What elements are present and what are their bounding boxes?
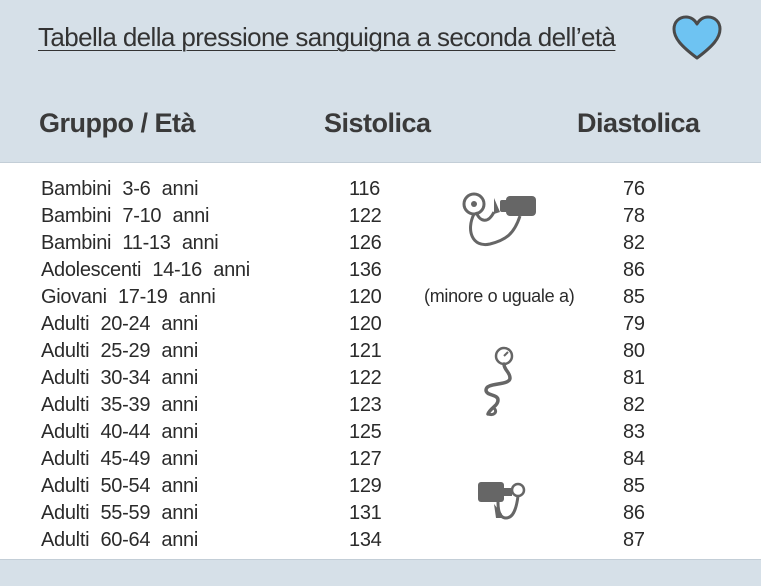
group-cell: Giovani 17-19 anni <box>41 286 216 308</box>
table-row <box>0 446 761 473</box>
systolic-cell: 131 <box>349 502 382 524</box>
group-cell: Adulti 40-44 anni <box>41 421 199 443</box>
systolic-cell: 123 <box>349 394 382 416</box>
table-row <box>0 500 761 527</box>
systolic-cell: 122 <box>349 205 382 227</box>
diastolic-cell: 87 <box>623 529 645 551</box>
group-cell: Adolescenti 14-16 anni <box>41 259 250 281</box>
systolic-cell: 116 <box>349 178 380 200</box>
systolic-cell: 120 <box>349 286 382 308</box>
table-row <box>0 203 761 230</box>
group-cell: Adulti 20-24 anni <box>41 313 199 335</box>
table-row <box>0 311 761 338</box>
group-cell: Adulti 45-49 anni <box>41 448 199 470</box>
diastolic-cell: 85 <box>623 475 645 497</box>
threshold-note: (minore o uguale a) <box>424 286 575 306</box>
table-row <box>0 419 761 446</box>
stethoscope-gauge-icon <box>480 346 526 420</box>
diastolic-cell: 78 <box>623 205 645 227</box>
table-row <box>0 257 761 284</box>
table-row <box>0 473 761 500</box>
systolic-cell: 126 <box>349 232 382 254</box>
diastolic-cell: 81 <box>623 367 645 389</box>
table-row <box>0 392 761 419</box>
heart-icon <box>671 14 723 62</box>
systolic-cell: 136 <box>349 259 382 281</box>
column-header-group: Gruppo / Età <box>39 108 195 138</box>
column-header-systolic: Sistolica <box>324 108 431 138</box>
systolic-cell: 121 <box>349 340 382 362</box>
diastolic-cell: 85 <box>623 286 645 308</box>
diastolic-cell: 80 <box>623 340 645 362</box>
group-cell: Adulti 55-59 anni <box>41 502 199 524</box>
group-cell: Bambini 7-10 anni <box>41 205 210 227</box>
table-row <box>0 176 761 203</box>
sphygmomanometer-icon <box>476 478 530 522</box>
systolic-cell: 125 <box>349 421 382 443</box>
systolic-cell: 129 <box>349 475 382 497</box>
diastolic-cell: 82 <box>623 394 645 416</box>
diastolic-cell: 76 <box>623 178 645 200</box>
blood-pressure-monitor-icon <box>462 190 538 250</box>
group-cell: Adulti 35-39 anni <box>41 394 199 416</box>
table-row <box>0 230 761 257</box>
table-row <box>0 527 761 554</box>
group-cell: Bambini 3-6 anni <box>41 178 199 200</box>
group-cell: Bambini 11-13 anni <box>41 232 219 254</box>
systolic-cell: 127 <box>349 448 382 470</box>
diastolic-cell: 82 <box>623 232 645 254</box>
column-header-diastolic: Diastolica <box>577 108 700 138</box>
systolic-cell: 134 <box>349 529 382 551</box>
group-cell: Adulti 60-64 anni <box>41 529 199 551</box>
table-row <box>0 284 761 311</box>
diastolic-cell: 79 <box>623 313 645 335</box>
table-row <box>0 365 761 392</box>
diastolic-cell: 83 <box>623 421 645 443</box>
header-band <box>0 0 761 163</box>
diastolic-cell: 84 <box>623 448 645 470</box>
table-row <box>0 338 761 365</box>
group-cell: Adulti 30-34 anni <box>41 367 199 389</box>
pressure-table <box>0 176 761 554</box>
systolic-cell: 122 <box>349 367 382 389</box>
footer-band <box>0 559 761 586</box>
group-cell: Adulti 50-54 anni <box>41 475 199 497</box>
diastolic-cell: 86 <box>623 259 645 281</box>
diastolic-cell: 86 <box>623 502 645 524</box>
page-title: Tabella della pressione sanguigna a seconda dell’età <box>38 22 616 52</box>
group-cell: Adulti 25-29 anni <box>41 340 199 362</box>
systolic-cell: 120 <box>349 313 382 335</box>
